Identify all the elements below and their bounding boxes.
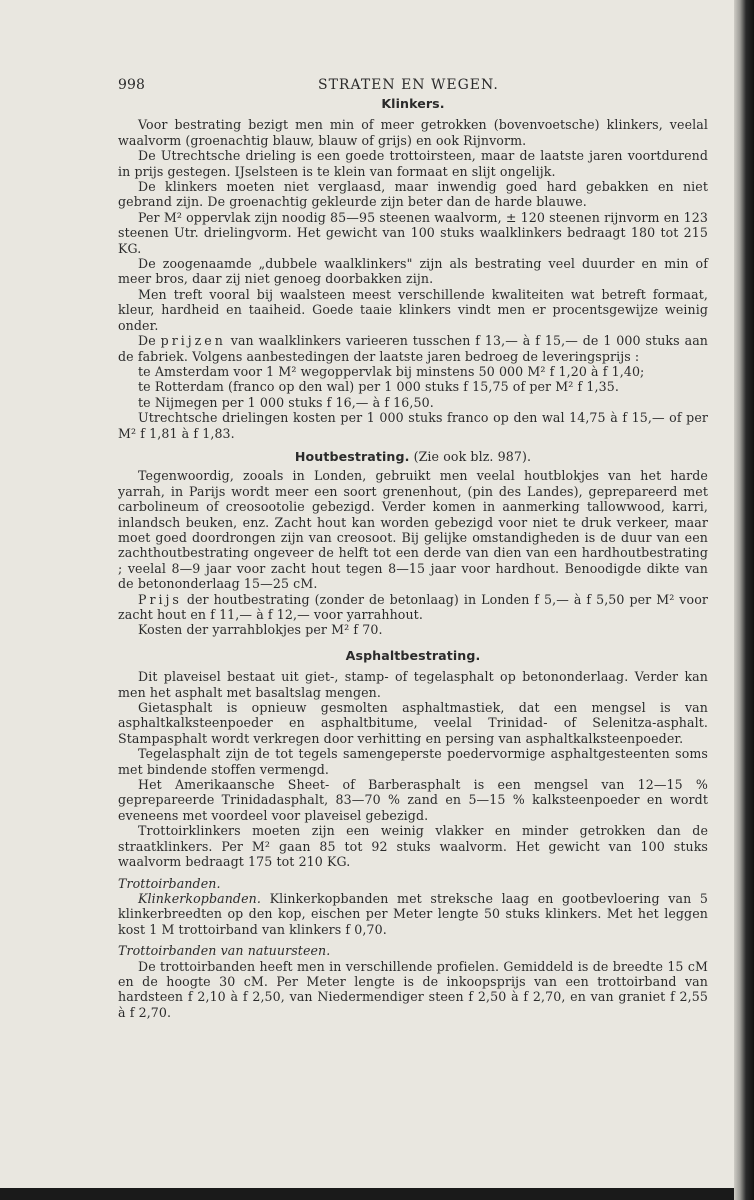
page-number: 998 xyxy=(118,77,146,93)
price-line: te Nijmegen per 1 000 stuks f 16,— à f 16,50. xyxy=(138,394,434,410)
paragraph: Gietasphalt is opnieuw gesmolten asphaltmastiek, dat een mengsel is van asphaltkalksteenpoeder en asphaltbitume, veelal Trinidad- of Selenitza-asphalt. Stampasphalt wordt verkregen door verhitting en persing van asphaltkalksteenpoeder. xyxy=(118,700,708,746)
paragraph: Utrechtsche drielingen kosten per 1 000 stuks franco op den wal 14,75 à f 15,— of per M² f 1,81 à f 1,83. xyxy=(118,410,708,441)
running-head: STRATEN EN WEGEN. xyxy=(318,77,499,93)
paragraph: De trottoirbanden heeft men in verschillende profielen. Gemiddeld is de breedte 15 cM en de hoogte 30 cM. Per Meter lengte is de inkoopsprijs van een trottoirband van hardsteen f 2,10 à f 2,50, van Niedermendiger steen f 2,50 à f 2,70, en van graniet f 2,55 à f 2,70. xyxy=(118,958,708,1020)
section-title-note: (Zie ook blz. 987). xyxy=(413,448,532,464)
paragraph: Dit plaveisel bestaat uit giet-, stamp- of tegelasphalt op betononderlaag. Verder kan men het asphalt met basaltslag mengen. xyxy=(118,669,708,700)
section-title-klinkers: Klinkers. xyxy=(381,96,445,111)
paragraph: De zoogenaamde „dubbele waalklinkers" zijn als bestrating veel duurder en min of meer bros, daar zij niet genoeg doorbakken zijn. xyxy=(118,256,708,287)
paragraph: Tegenwoordig, zooals in Londen, gebruikt men veelal houtblokjes van het harde yarrah, in Parijs wordt meer een soort grenenhout, (pin des Landes), geprepareerd met carbolineum of creosootolie gebezigd. Verder komen in aanmerking tallowwood, karri, inlandsch beuken, enz. Zacht hout kan worden gebezigd voor niet te druk verkeer, maar moet goed doordrongen zijn van creosoot. Bij gelijke omstandigheden is de duur van een zachthoutbestrating ongeveer de helft tot een derde van dien van een hardhoutbestrating ; veelal 8—9 jaar voor zacht hout tegen 8—15 jaar voor hardhout. Benoodigde dikte van de betononderlaag 15—25 cM. xyxy=(118,468,708,592)
text: van waalklinkers varieeren tusschen f 13,— à f 15,— de 1 000 stuks aan de fabriek. Volgens aanbestedingen der laatste jaren bedroeg de leveringsprijs : xyxy=(118,333,709,364)
paragraph: Het Amerikaansche Sheet- of Barberasphalt is een mengsel van 12—15 % geprepareerde Trinidadasphalt, 83—70 % zand en 5—15 % kalksteenpoeder en wordt eveneens met voordeel voor plaveisel gebezigd. xyxy=(118,777,708,823)
text: der houtbestrating (zonder de betonlaag) in Londen f 5,— à f 5,50 per M² voor zacht hout en f 11,— à f 12,— voor yarrahhout. xyxy=(118,591,708,622)
paragraph: Men treft vooral bij waalsteen meest verschillende kwaliteiten wat betreft formaat, kleur, hardheid en taaiheid. Goede taaie klinkers vindt men er procentsgewijze weinig onder. xyxy=(118,286,708,333)
paragraph-price xyxy=(118,592,708,623)
text: Klinkerkopbanden met streksche laag en gootbevloering van 5 klinkerbreedten op den kop, eischen per Meter lengte 50 stuks klinkers. Met het leggen kost 1 M trottoirband van klinkers f 0,70. xyxy=(118,890,708,937)
paragraph-prices xyxy=(118,333,708,364)
subheading-natuursteen: Trottoirbanden van natuursteen. xyxy=(118,943,331,959)
paragraph: Trottoirklinkers moeten zijn een weinig vlakker en minder getrokken dan de straatklinkers. Per M² gaan 85 tot 92 stuks waalvorm. Het gewicht van 100 stuks waalvorm bedraagt 175 tot 210 KG. xyxy=(118,823,708,870)
paragraph: Voor bestrating bezigt men min of meer getrokken (bovenvoetsche) klinkers, veelal waalvorm (groenachtig blauw, blauw of grijs) en ook Rijnvorm. xyxy=(118,117,708,148)
paragraph: Tegelasphalt zijn de tot tegels samengeperste poedervormige asphaltgesteenten soms met bindende stoffen vermengd. xyxy=(118,746,708,777)
book-binding-edge xyxy=(734,0,754,1200)
section-title-houtbestrating xyxy=(118,449,708,464)
text: De xyxy=(138,333,156,349)
lead-klinkerkopbanden: Klinkerkopbanden. xyxy=(138,890,261,906)
page-header xyxy=(118,72,708,92)
paragraph: Kosten der yarrahblokjes per M² f 70. xyxy=(138,622,383,638)
section-title-asphalt: Asphaltbestrating. xyxy=(345,647,481,663)
page-content xyxy=(118,72,708,1020)
price-line: te Amsterdam voor 1 M² wegoppervlak bij minstens 50 000 M² f 1,20 à f 1,40; xyxy=(138,363,645,379)
price-line: te Rotterdam (franco op den wal) per 1 000 stuks f 15,75 of per M² f 1,35. xyxy=(138,379,619,395)
paragraph xyxy=(118,891,708,937)
emphasis-prijs: Prijs xyxy=(138,591,182,607)
paragraph: De Utrechtsche drieling is een goede trottoirsteen, maar de laatste jaren voortdurend in prijs gestegen. IJselsteen is te klein van formaat en slijt ongelijk. xyxy=(118,148,708,179)
paragraph: De klinkers moeten niet verglaasd, maar inwendig goed hard gebakken en niet gebrand zijn. De groenachtig gekleurde zijn beter dan de harde blauwe. xyxy=(118,179,708,210)
section-title-text: Houtbestrating. xyxy=(294,448,410,464)
subheading-trottoirbanden: Trottoirbanden. xyxy=(118,875,221,891)
emphasis-prijzen: prijzen xyxy=(160,333,226,349)
paragraph: Per M² oppervlak zijn noodig 85—95 steenen waalvorm, ± 120 steenen rijnvorm en 123 steenen Utr. drielingvorm. Het gewicht van 100 stuks waalklinkers bedraagt 180 tot 215 KG. xyxy=(118,209,708,256)
